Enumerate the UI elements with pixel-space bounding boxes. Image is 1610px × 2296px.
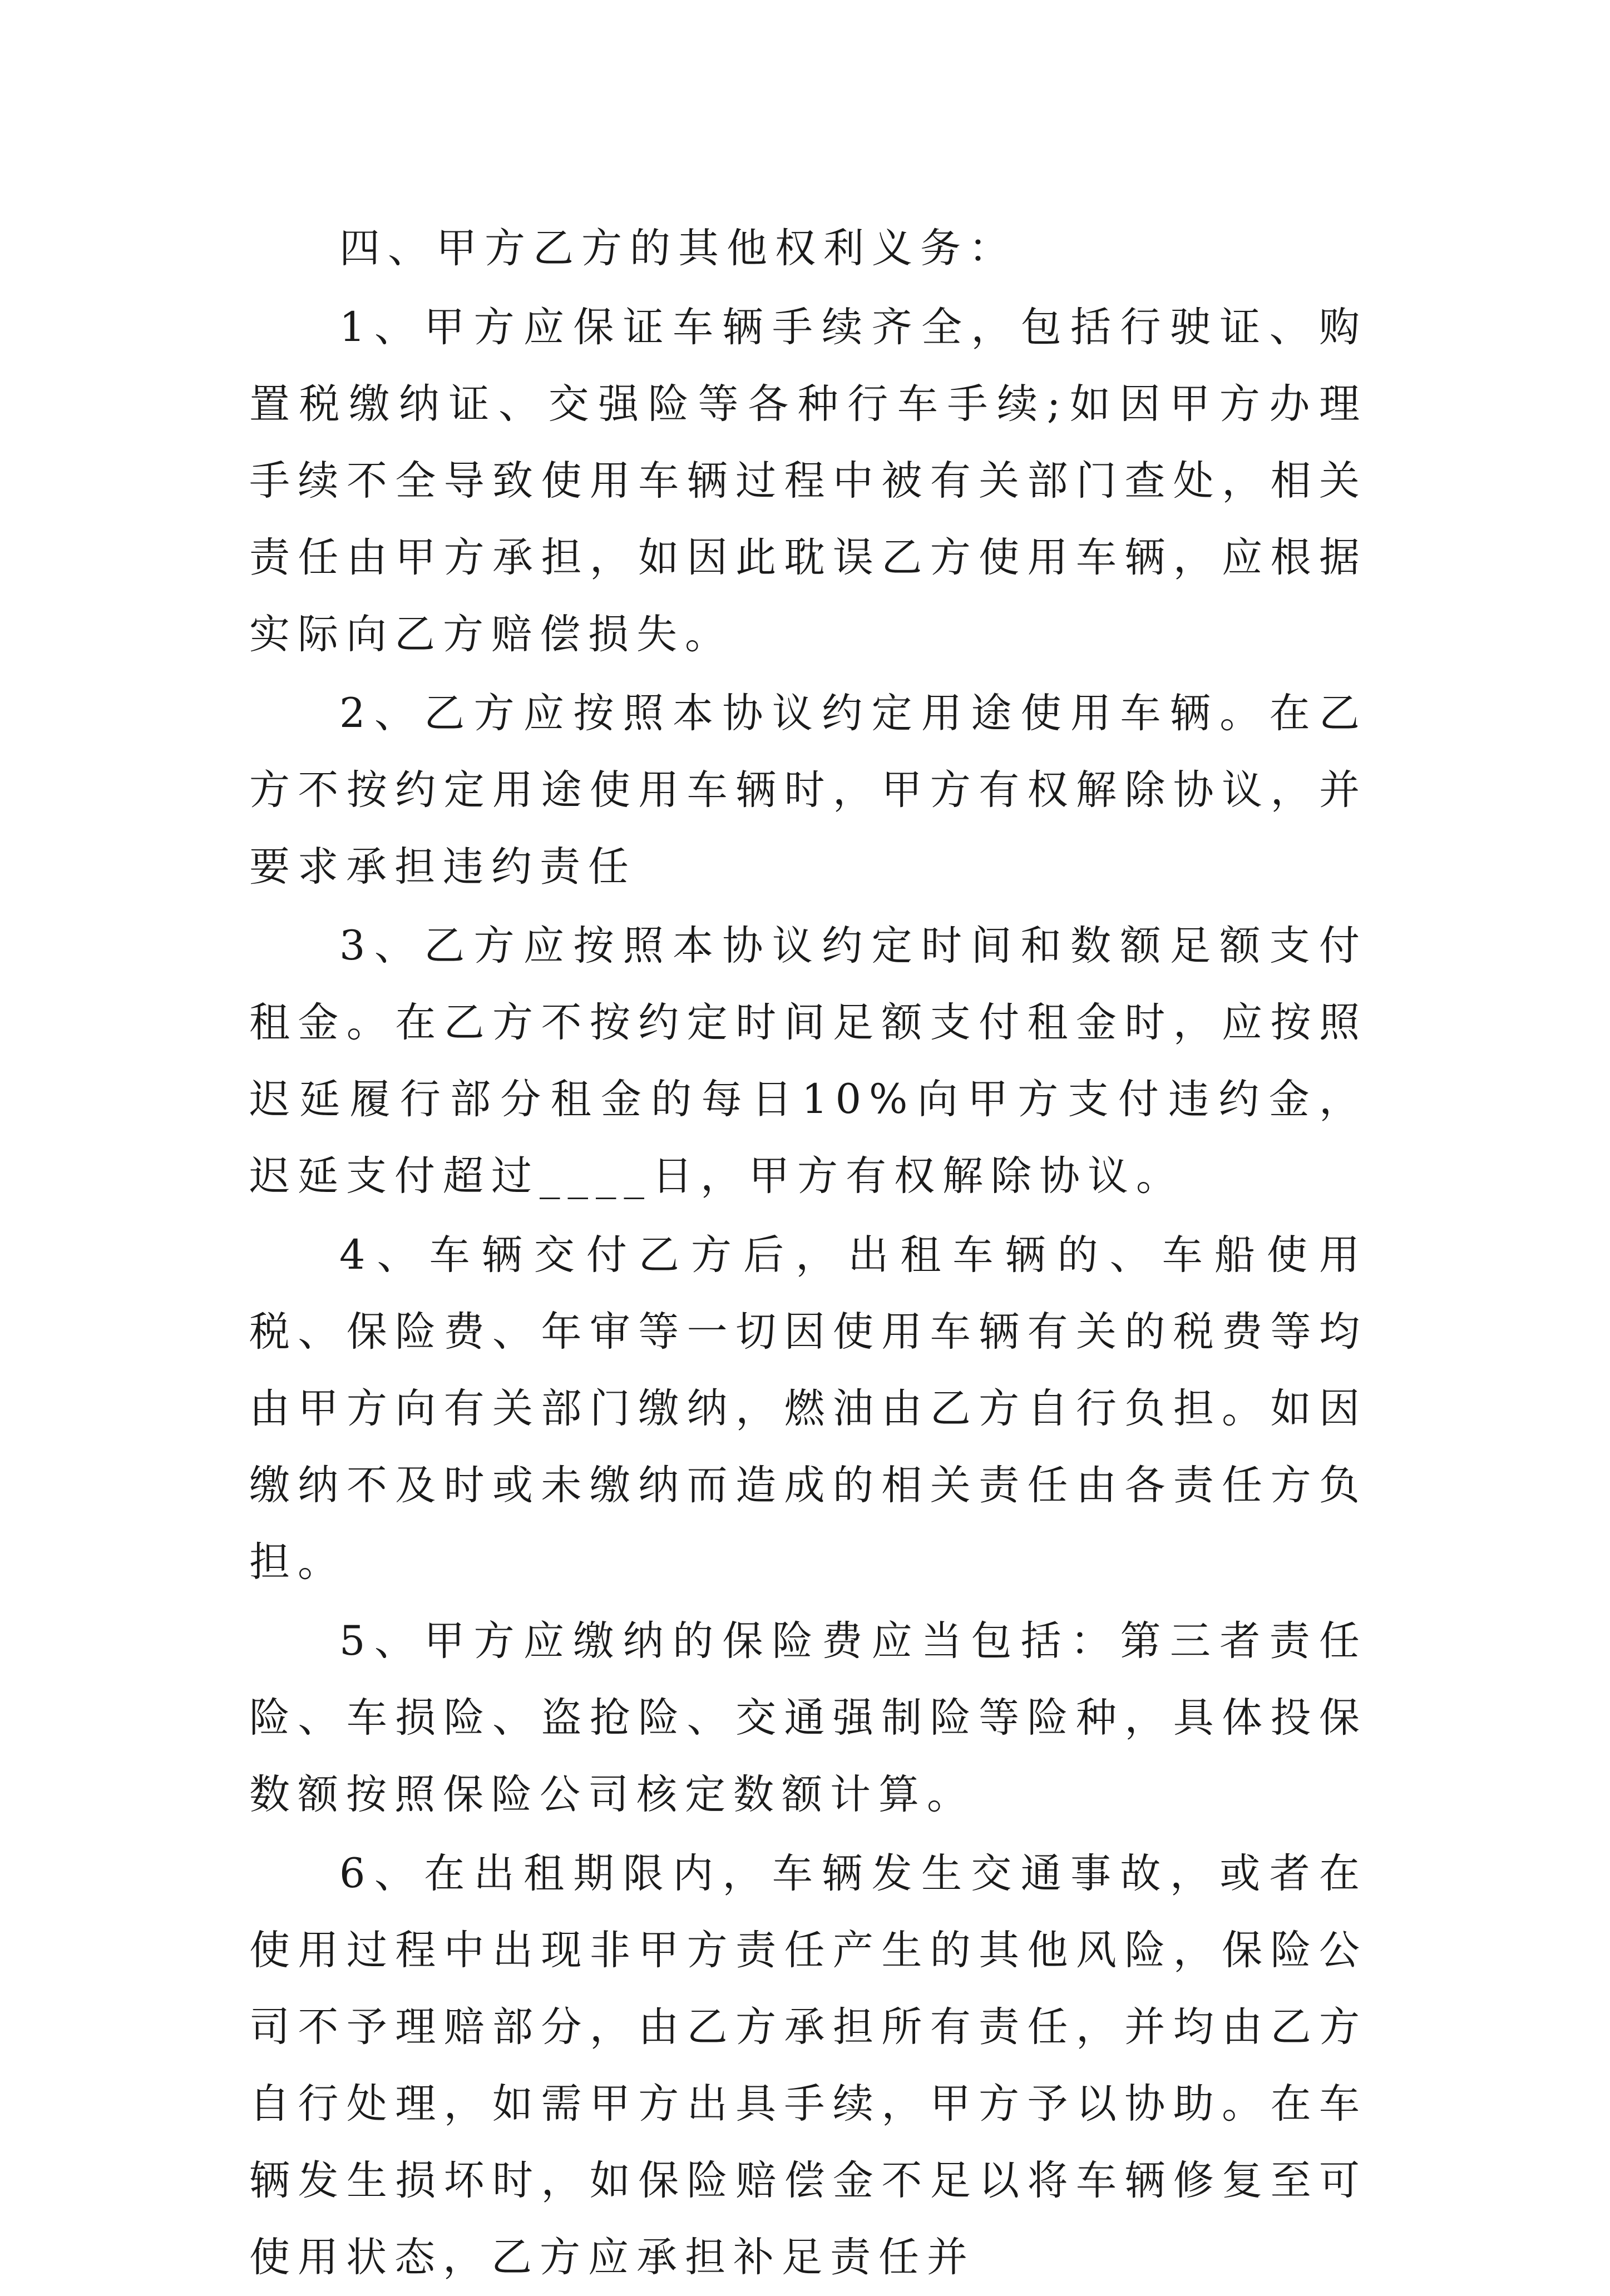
clause-1: 1、甲方应保证车辆手续齐全，包括行驶证、购置税缴纳证、交强险等各种行车手续;如因甲方办理手续不全导致使用车辆过程中被有关部门查处，相关责任由甲方承担，如因此耽误乙方使用车辆，应根据实际向乙方赔偿损失。 <box>249 304 1367 658</box>
clause-4: 4、车辆交付乙方后，出租车辆的、车船使用税、保险费、年审等一切因使用车辆有关的税费等均由甲方向有关部门缴纳，燃油由乙方自行负担。如因缴纳不及时或未缴纳而造成的相关责任由各责任方负担。 <box>249 1231 1367 1586</box>
section-heading: 四、甲方乙方的其他权利义务： <box>339 225 1017 272</box>
document-body <box>249 210 1367 2296</box>
clause-2: 2、乙方应按照本协议约定用途使用车辆。在乙方不按约定用途使用车辆时，甲方有权解除协议，并要求承担违约责任 <box>249 690 1367 890</box>
clause-6: 6、在出租期限内，车辆发生交通事故，或者在使用过程中出现非甲方责任产生的其他风险，保险公司不予理赔部分，由乙方承担所有责任，并均由乙方自行处理，如需甲方出具手续，甲方予以协助。在车辆发生损坏时，如保险赔偿金不足以将车辆修复至可使用状态，乙方应承担补足责任并 <box>249 1850 1367 2281</box>
clause-5: 5、甲方应缴纳的保险费应当包括：第三者责任险、车损险、盗抢险、交通强制险等险种，具体投保数额按照保险公司核定数额计算。 <box>249 1617 1367 1818</box>
clause-3: 3、乙方应按照本协议约定时间和数额足额支付租金。在乙方不按约定时间足额支付租金时，应按照迟延履行部分租金的每日10%向甲方支付违约金，迟延支付超过____日，甲方有权解除协议。 <box>249 922 1367 1200</box>
